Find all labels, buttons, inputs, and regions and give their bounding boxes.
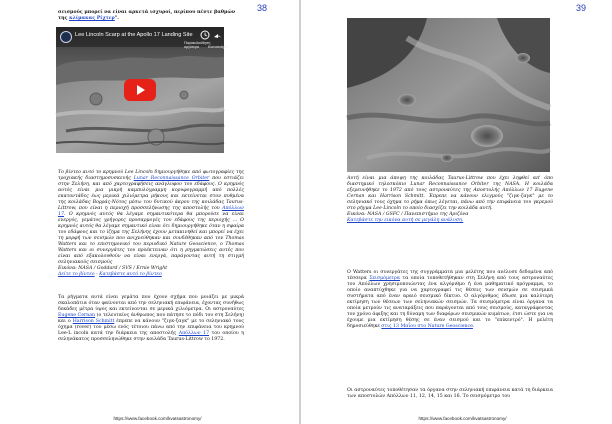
view-video-link[interactable]: Δείτε το βίντεο [58,272,95,277]
body-text-2: τα οποία τοποθετήθηκαν στη Σελήνη από τους αστροναύτες του Απόλλων χρησιμοποιώντας ένα αλγόριθμο ή ένα μαθηματικό πρόγραμμα, το οποίο αναπτύχθηκε για να χαρτογραφεί τις θέσεις των σεισμών σε σεισμικά συστήματα από έναν αραιό σεισμικό δίκτυο. Ο αλγόριθμος έδωσε μια καλύτερη εκτίμηση των θέσεων των σεληνιακών σεισμών. Τα σεισμόμετρα είναι όργανα τα οποία μετρούν τις αναταράξεις που παράγονται από τους σεισμούς, καταγράφοντας τον χρόνο άφιξης και τη δύναμη των διαφόρων σεισμικών κυμάτων, έτσι ώστε για να έχουμε μια εκτίμηση θέσης σε έναν σεισμού και το "επίκεντρό". Η μελέτη δημοσιεύθηκε [347,276,553,329]
body-paragraph-1 [347,270,553,330]
body-text-2: (ο τελευταίος άνθρωπος που πάτησε το πόδι του στη Σελήνη) και ο [58,313,244,324]
lunar-valley-image [347,18,550,172]
share-icon[interactable] [212,30,222,40]
harrison-schmitt-link[interactable]: Harrison Schmitt [72,319,115,324]
caption-text-2: που εστιάζει στην Σελήνη, και από χαρτογραφήσεις ανάγλυφου του εδάφους. Ο κρημνός αυτός είναι μια μικρή καμπυλόγραμμη κορυφογραμμή από πολλές εκατοντάδες έως μερικά χιλιόμετρα μήκους και εκτείνεται στον πυθμένα της κοιλάδας Βορράς-Νότος μέσω του δυτικού άκρου της κοιλάδας Taurus-Littrow, που είναι η περιοχή προσσελήνωσης της αποστολής του [58,176,244,211]
caption-text-1: Το βίντεο αυτό το κρημνού Lee Lincoln δημιουργήθηκε από φωτογραφίες της τροχιακής διαστημοσυσκευής [58,170,244,181]
caption-credit: Εικόνα: NASA / Goddard / SVS / Ernie Wright [58,266,168,271]
embedded-video[interactable] [56,27,229,153]
page-number: 38 [257,3,268,13]
body-paragraph-2: Οι αστροναύτες τοποθέτησαν τα όργανα στην σεληνιακή επιφάνεια κατά τη διάρκεια των αποστολών Απόλλων 11, 12, 14, 15 και 16. Το σεισμόμετρο του [347,388,553,399]
channel-avatar[interactable] [60,31,72,43]
intro-line-2-before: της [58,16,70,21]
apollo-17-link[interactable]: Απόλλων 17 [58,206,244,217]
richter-scale-link[interactable]: κλίμακας Ρίχτερ [69,16,115,21]
watch-later-label: Παρακολούθηση αργότερα [184,41,211,49]
body-text-1: Τα ρήγματα αυτά είναι γεμάτα που έχουν σχήμα που μοιάζει με μικρά σκαλοπάτια όταν φαίνονται από την σεληνιακή επιφάνεια, έχοντας συνήθως δεκάδες μέτρα ύψος και εκτείνονται σε μερικά χιλιόμετρα. Οι αστροναύτες [58,295,244,312]
caption-link-separator: - [94,272,100,277]
body-text-4: του οποίου η σεληνάκατος προσσεληνώθηκε στην κοιλάδα Taurus-Littrow το 1972. [58,331,245,342]
lro-link[interactable]: Lunar Reconnaissance Orbiter [133,176,210,181]
nature-geoscience-link[interactable]: στις 13 Μαΐου στο Nature Geoscience [381,324,473,329]
watch-later-icon[interactable] [200,30,210,40]
apollo-17-link-2[interactable]: Απόλλων 17 [178,331,210,336]
eugene-cernan-link[interactable]: Eugene Cernan [58,313,96,318]
download-image-link[interactable]: Κατεβάστε την εικόνα αυτή σε μεγάλη ανάλυση. [347,218,464,223]
seismometers-link[interactable]: Σεισμόμετρα [369,276,400,281]
intro-line-1: σεισμούς μπορεί να είναι αρκετά ισχυροί, περίπου πέντε βαθμών [58,10,236,15]
video-title[interactable]: Lee Lincoln Scarp at the Apollo 17 Landing Site [75,32,193,38]
intro-paragraph [58,10,244,22]
page-38 [0,0,299,424]
body-paragraph [58,295,244,343]
page-number: 39 [576,3,587,13]
share-label: Κοινοποίηση [208,45,229,49]
page-footer: https://www.facebook.com/kvatsastronomy/ [418,416,507,421]
caption-text-3: . Ο κρημνός αυτός θα λέγαμε σημαντικότερα θα μπορούσε να είναι ενεργός, γεμάτος γρήγορες προσαρμογές του εδάφους της περιοχής ... [58,212,244,223]
page-39 [301,0,600,424]
image-caption-text: Αυτή είναι μια άποψη της κοιλάδας Taurus-Littrow που έχει ληφθεί απ' όπο διαστημικό τηλεσκόπιο Lunar Reconnaissance Orbiter της NASA. Η κοιλάδα εξερευνήθηκε το 1972 από τους αστροναύτες της Αποστολής Απόλλων 17 Eugene Cernan και Harrison Schmitt. Έπρεπε να κάνουν ελιγμούς "ζιγκ-ζαγκ" με το σεληνιακό τους όχημα το ρήμα όπως λέγεται, πάνω από την επιφάνεια του γκρεμού στο ρήγμα Lee-Lincoln το οποίο διασχίζει την κοιλάδα αυτή. [347,176,553,211]
page-footer: https://www.facebook.com/kvatsastronomy/ [113,416,202,421]
image-caption [347,176,553,224]
body-text-3: . [472,324,475,329]
body-text-1: O Watters οι συνεργάτες της συγγράμματα μια μελέτης που ανέλυσε δεδομένα από τέσσερα [347,270,553,281]
caption-text-4: O κρημνός αυτός θα λέγαμε σημαντικό είναι ότι δημιουργήθηκε όταν η σφαίρα του εδάφους και το ίζημα της Σελήνης έχουν μετακινηθεί και μπορεί να έχει τη μορφή των σεισμών που ανιχνεύθηκαν και συνδέθηκαν από τον Thomas Watters και το επιστημονικό του περιοδικό Nature Geoscience, o Thomas Watters και οι συνεργάτες του προέκτειναν ότι η ρηγματώσεις αυτές που είναι από εξακολουθούν να είναι ενεργά, παράγοντας αυτή τη στιγμή σεληνιακούς σεισμούς [58,218,244,265]
download-video-link[interactable]: Κατεβάστε αυτό το βίντεο [99,272,162,277]
play-button[interactable] [124,79,156,101]
body-text-3: έπρεπε να κάνουν "ζιγκ-ζαγκ" με το σεληνιακό τους όχημα (rover) του μέσω ενός τέτοιου πάνω από την επιφάνεια του κρημνού Lee-L incoln κατά την διάρκεια της αποστολής [58,319,244,336]
video-caption [58,170,244,278]
image-caption-credit: Εικόνα: NASA / GSFC / Πανεπιστήμιο της Αριζόνα [347,212,469,217]
intro-line-2-after: ". [114,16,119,21]
